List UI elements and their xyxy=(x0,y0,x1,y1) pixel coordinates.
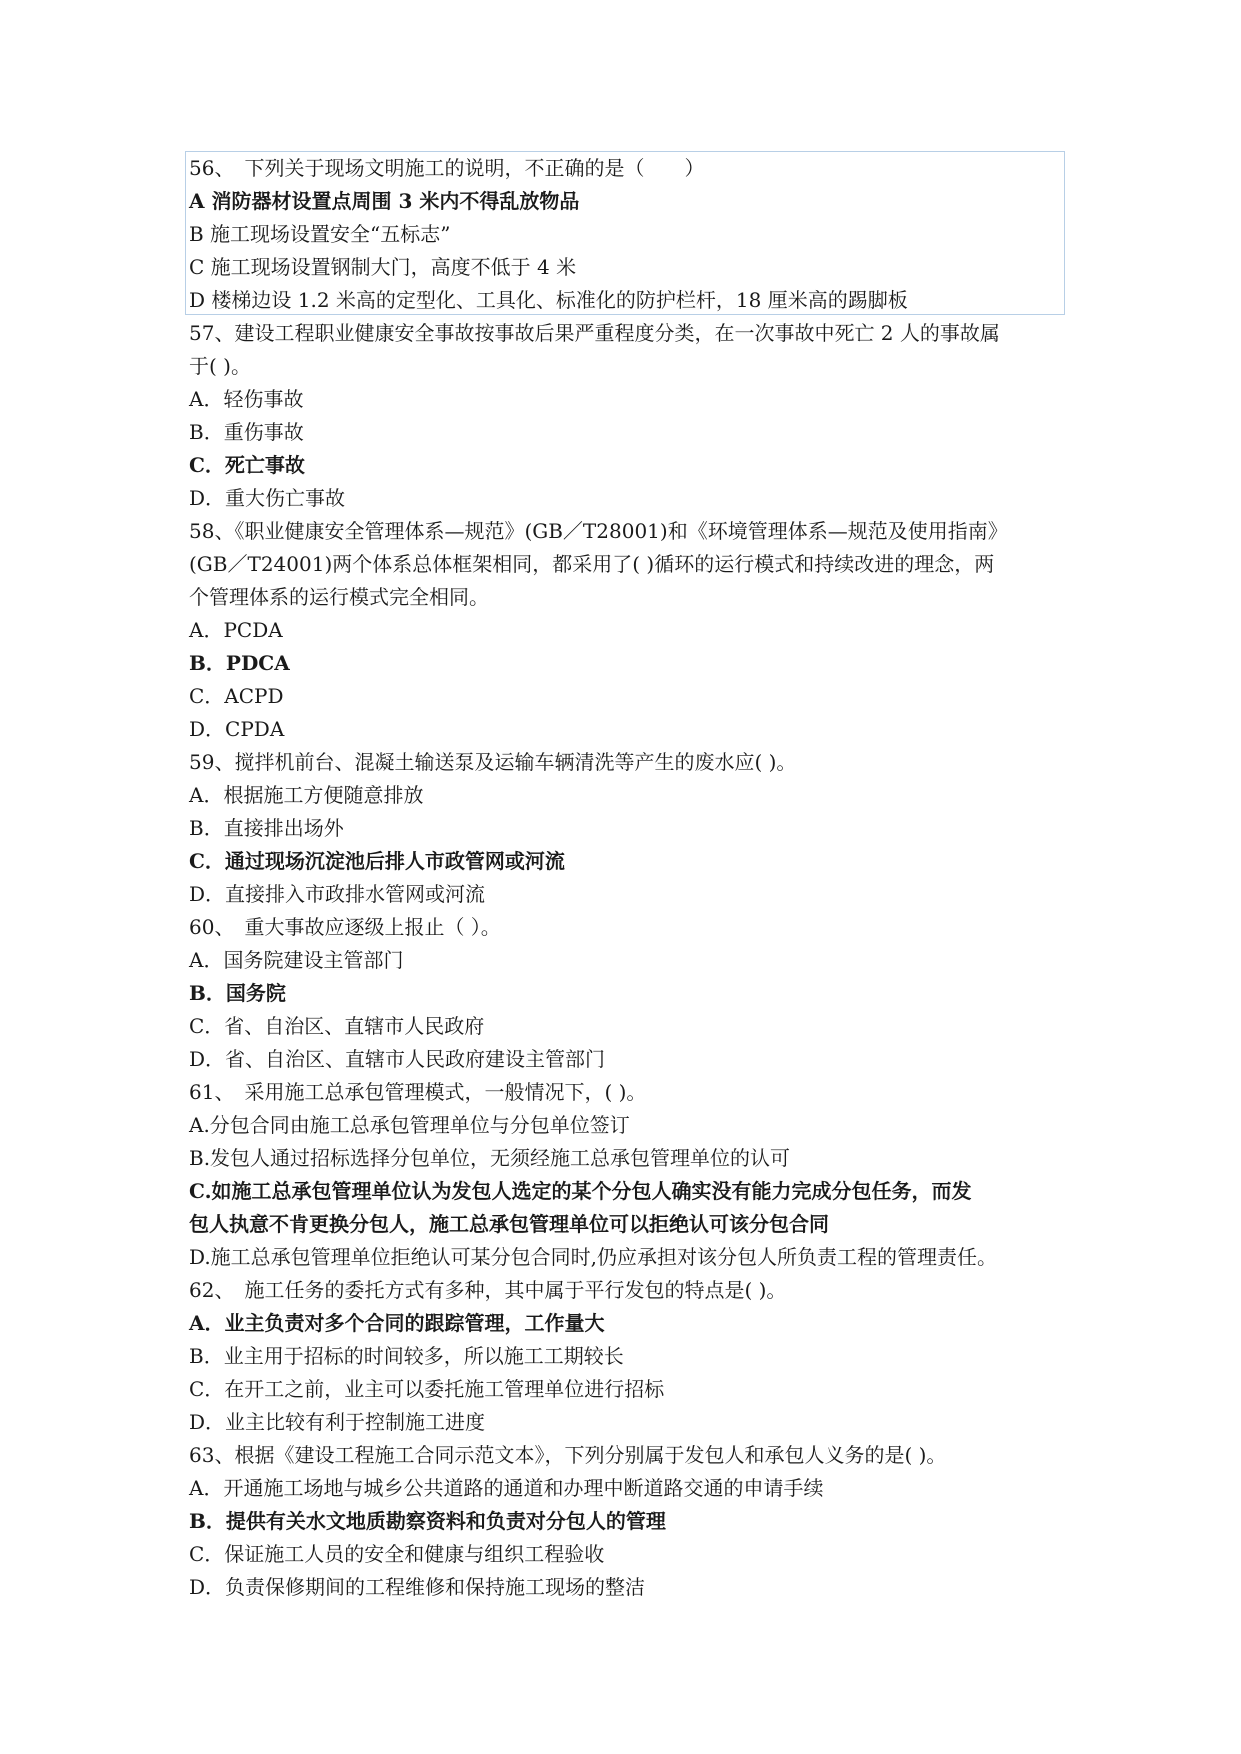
answer-option-correct: C.如施工总承包管理单位认为发包人选定的某个分包人确实没有能力完成分包任务，而发 xyxy=(189,1179,972,1203)
answer-option: B．重伤事故 xyxy=(189,420,304,444)
answer-option: D．负责保修期间的工程维修和保持施工现场的整洁 xyxy=(189,1575,646,1599)
answer-option: D．CPDA xyxy=(189,717,285,741)
answer-option: D．重大伤亡事故 xyxy=(189,486,346,510)
answer-option-correct: B．PDCA xyxy=(189,651,290,675)
answer-option: A．PCDA xyxy=(189,618,283,642)
question-stem-line: 60、 重大事故应逐级上报止（ ）。 xyxy=(189,915,501,939)
answer-option-correct: A 消防器材设置点周围 3 米内不得乱放物品 xyxy=(189,189,580,213)
question-block xyxy=(189,152,1079,317)
answer-option-correct: A．业主负责对多个合同的跟踪管理，工作量大 xyxy=(189,1311,605,1335)
answer-option: A．根据施工方便随意排放 xyxy=(189,783,424,807)
question-stem-line: 56、 下列关于现场文明施工的说明，不正确的是（ ） xyxy=(189,156,705,180)
question-stem-line: 57、建设工程职业健康安全事故按事故后果严重程度分类，在一次事故中死亡 2 人的事故属 xyxy=(189,321,1000,345)
answer-option: A．国务院建设主管部门 xyxy=(189,948,404,972)
answer-option: C．省、自治区、直辖市人民政府 xyxy=(189,1014,485,1038)
question-stem-line: 59、搅拌机前台、混凝土输送泵及运输车辆清洗等产生的废水应( )。 xyxy=(189,750,797,774)
question-block xyxy=(189,1076,1079,1274)
question-stem-line: 58、《职业健康安全管理体系—规范》(GB／T28001)和《环境管理体系—规范及使用指南》 xyxy=(189,519,1008,543)
question-block xyxy=(189,746,1079,911)
question-stem-line: 于( )。 xyxy=(189,354,251,378)
question-stem-line: (GB／T24001)两个体系总体框架相同，都采用了( )循环的运行模式和持续改进的理念，两 xyxy=(189,552,995,576)
answer-option: B．直接排出场外 xyxy=(189,816,344,840)
question-stem-line: 61、 采用施工总承包管理模式，一般情况下，( )。 xyxy=(189,1080,647,1104)
question-block xyxy=(189,317,1079,515)
answer-option: B.发包人通过招标选择分包单位，无须经施工总承包管理单位的认可 xyxy=(189,1146,791,1170)
answer-option: D．直接排入市政排水管网或河流 xyxy=(189,882,486,906)
answer-option-correct: B．国务院 xyxy=(189,981,286,1005)
answer-option: D．业主比较有利于控制施工进度 xyxy=(189,1410,486,1434)
answer-option: D．省、自治区、直辖市人民政府建设主管部门 xyxy=(189,1047,606,1071)
question-block xyxy=(189,1439,1079,1604)
question-block xyxy=(189,515,1079,746)
answer-option: A．开通施工场地与城乡公共道路的通道和办理中断道路交通的申请手续 xyxy=(189,1476,824,1500)
question-block xyxy=(189,911,1079,1076)
answer-option: B 施工现场设置安全“五标志” xyxy=(189,222,451,246)
question-stem-line: 62、 施工任务的委托方式有多种，其中属于平行发包的特点是( )。 xyxy=(189,1278,787,1302)
question-list xyxy=(189,152,1079,1604)
answer-option: C．保证施工人员的安全和健康与组织工程验收 xyxy=(189,1542,605,1566)
answer-option: A．轻伤事故 xyxy=(189,387,304,411)
question-stem-line: 个管理体系的运行模式完全相同。 xyxy=(189,585,489,609)
answer-option: C 施工现场设置钢制大门，高度不低于 4 米 xyxy=(189,255,577,279)
answer-option: D 楼梯边设 1.2 米高的定型化、工具化、标准化的防护栏杆，18 厘米高的踢脚板 xyxy=(189,288,908,312)
answer-option-correct: B．提供有关水文地质勘察资料和负责对分包人的管理 xyxy=(189,1509,666,1533)
question-block xyxy=(189,1274,1079,1439)
answer-option: C．ACPD xyxy=(189,684,284,708)
question-stem-line: 63、根据《建设工程施工合同示范文本》，下列分别属于发包人和承包人义务的是( )。 xyxy=(189,1443,947,1467)
answer-option: B．业主用于招标的时间较多，所以施工工期较长 xyxy=(189,1344,624,1368)
answer-option-correct: 包人执意不肯更换分包人，施工总承包管理单位可以拒绝认可该分包合同 xyxy=(189,1212,829,1236)
answer-option: A.分包合同由施工总承包管理单位与分包单位签订 xyxy=(189,1113,630,1137)
answer-option-correct: C．通过现场沉淀池后排人市政管网或河流 xyxy=(189,849,565,873)
answer-option: C．在开工之前，业主可以委托施工管理单位进行招标 xyxy=(189,1377,665,1401)
answer-option-correct: C．死亡事故 xyxy=(189,453,305,477)
answer-option: D.施工总承包管理单位拒绝认可某分包合同时,仍应承担对该分包人所负责工程的管理责任。 xyxy=(189,1245,998,1269)
